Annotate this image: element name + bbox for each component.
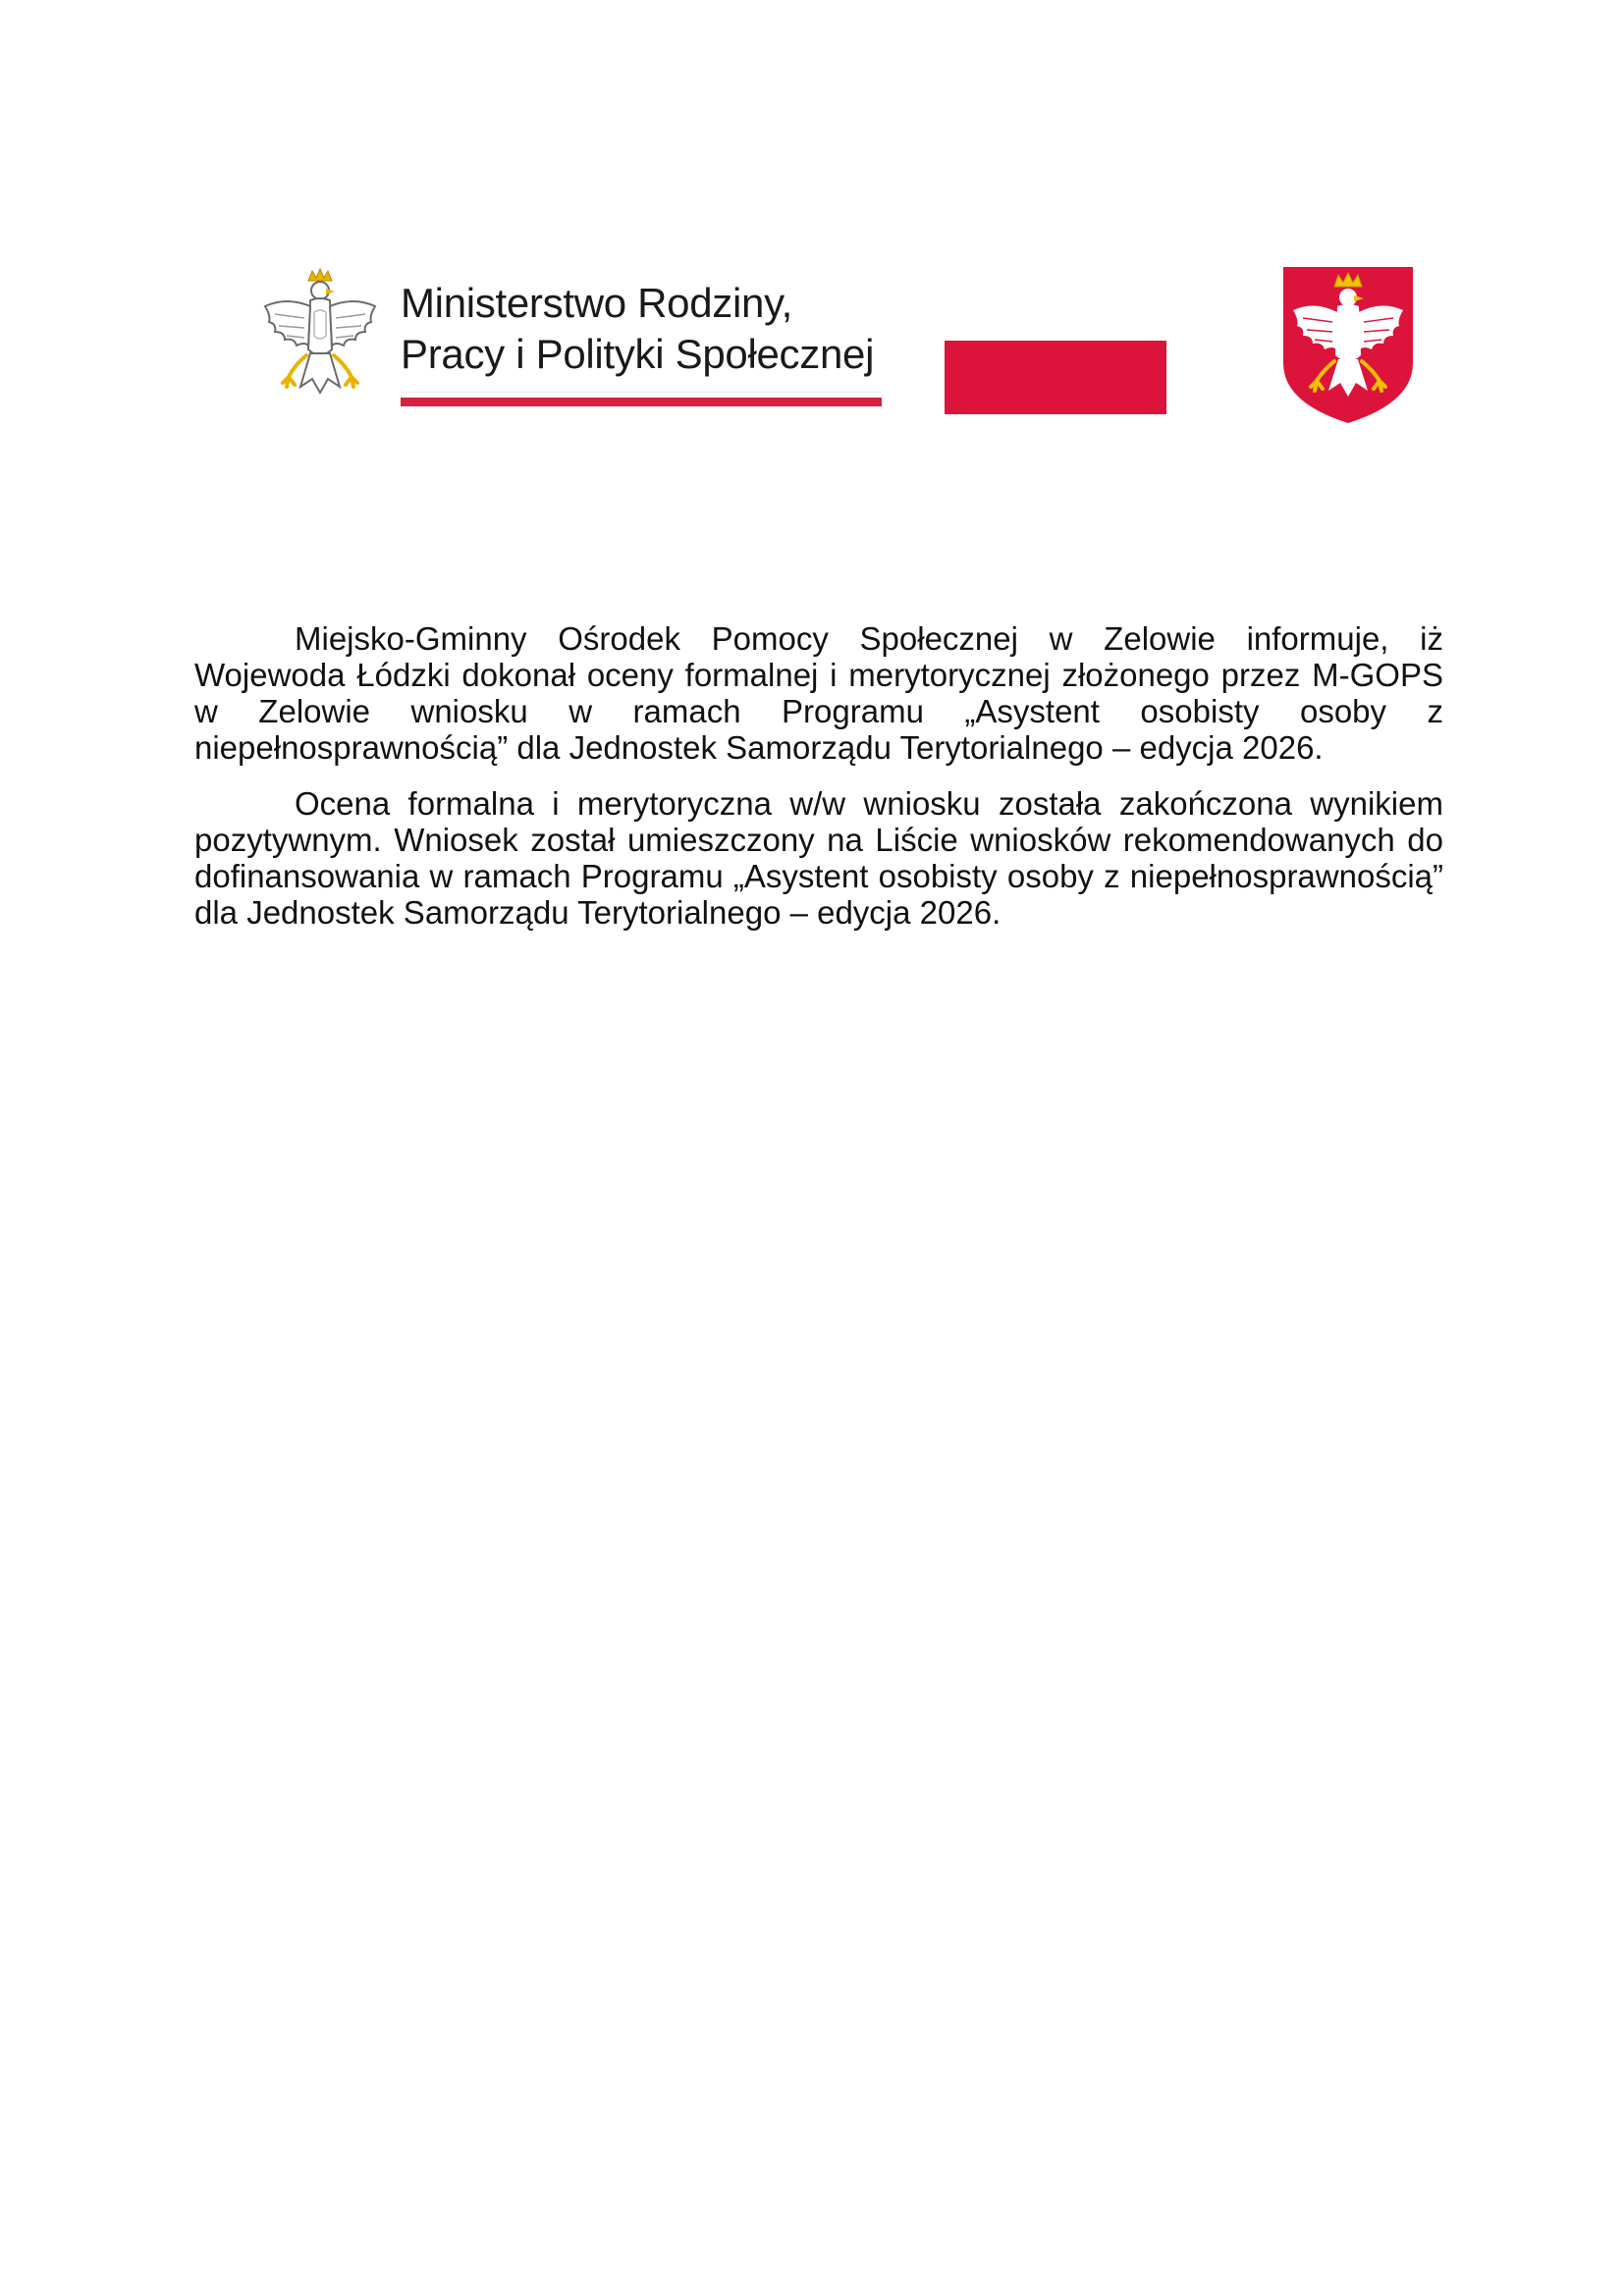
white-eagle-icon <box>257 267 383 414</box>
ministry-name-line1: Ministerstwo Rodziny, <box>401 280 793 326</box>
paragraph-1: Miejsko-Gminny Ośrodek Pomocy Społecznej w Zelowie informuje, iż Wojewoda Łódzki dokonał oceny formalnej i merytorycznej złożonego przez M-GOPS w Zelowie wniosku w ramach Programu „Asystent osobisty osoby z niepełnosprawnością” dla Jednostek Samorządu Terytorialnego – edycja 2026. <box>194 620 1443 766</box>
flag-white-band <box>945 267 1166 341</box>
flag-red-band <box>945 341 1166 414</box>
ministry-logo-stripe <box>401 392 882 407</box>
polish-flag-icon <box>945 267 1166 414</box>
announcement-body <box>194 620 1443 950</box>
ministry-name-line2: Pracy i Polityki Społecznej <box>401 331 875 377</box>
page-header <box>0 0 1624 452</box>
ministry-name <box>401 278 911 380</box>
polish-coat-of-arms-icon <box>1281 265 1415 425</box>
paragraph-2: Ocena formalna i merytoryczna w/w wniosku została zakończona wynikiem pozytywnym. Wniosek został umieszczony na Liście wniosków rekomendowanych do dofinansowania w ramach Programu „Asystent osobisty osoby z niepełnosprawnością” dla Jednostek Samorządu Terytorialnego – edycja 2026. <box>194 785 1443 931</box>
